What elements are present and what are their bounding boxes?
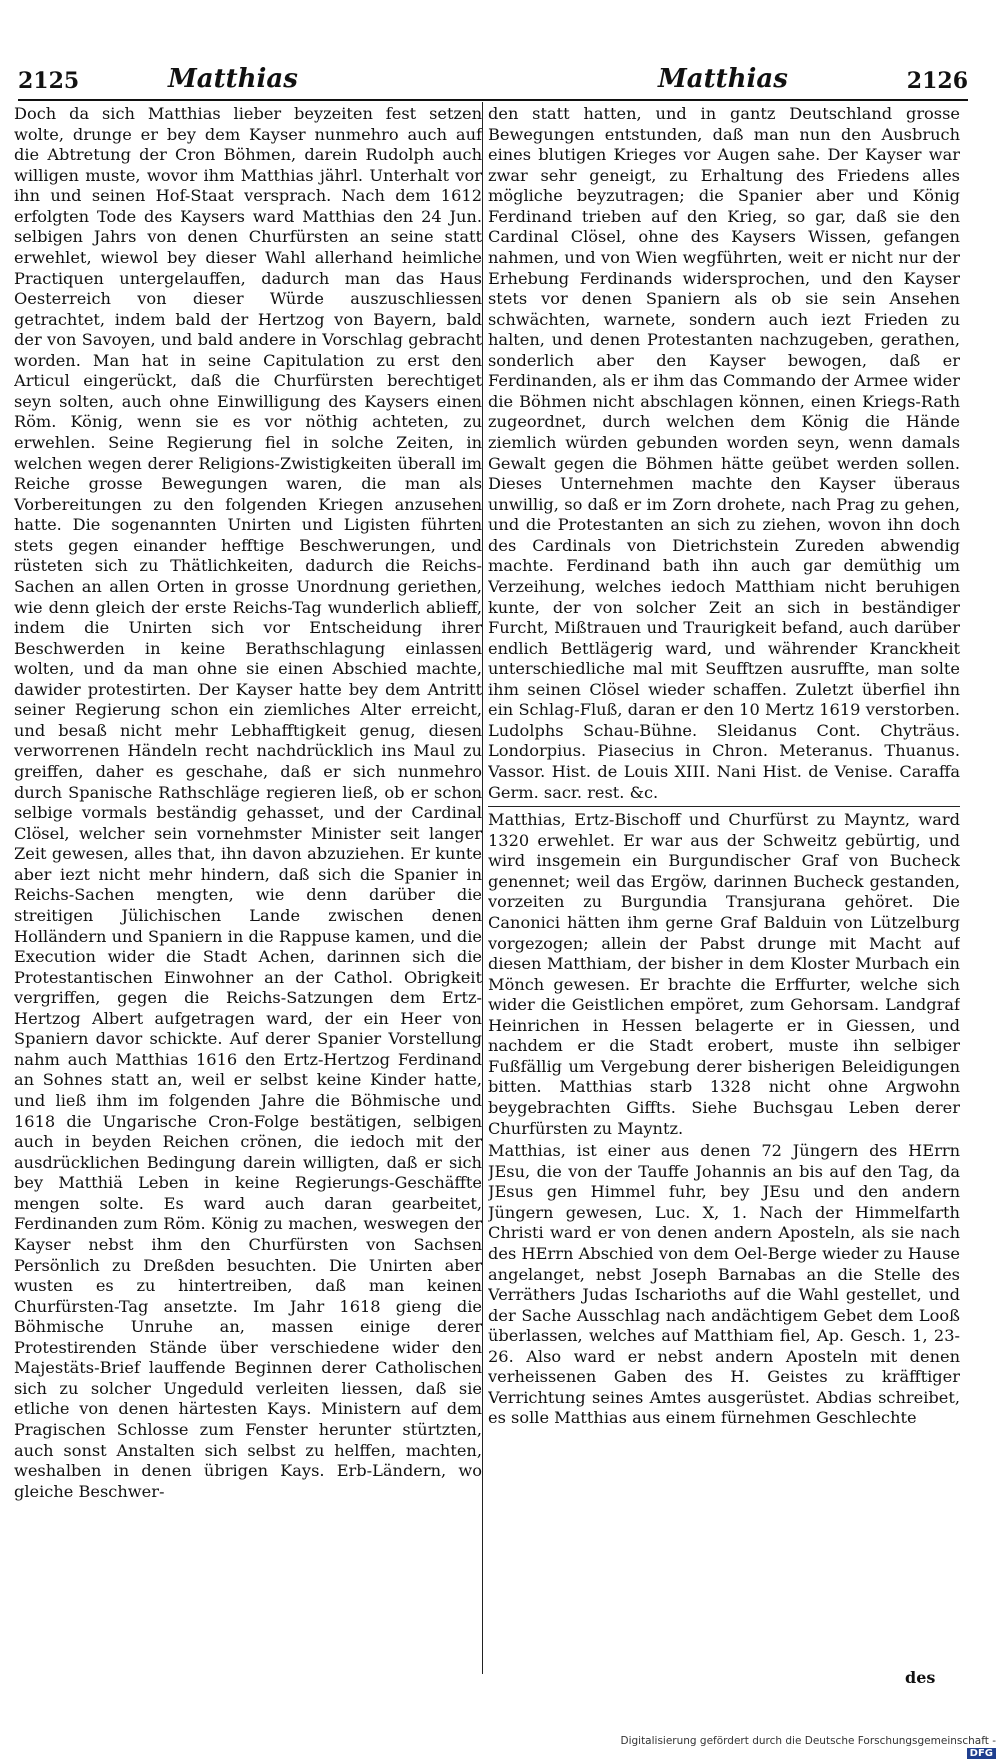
right-paragraph-apostle: Matthias, ist einer aus denen 72 Jüngern des HErrn JEsu, die von der Tauffe Johannis an bis auf den Tag, da JEsus gen Himmel fuhr, bey JEsu und den andern Jüngern gewesen, Luc. X, 1. Nach der Himmelfarth Christi ward er von denen andern Aposteln, als sie nach des HErrn Abschied von dem Oel-Berge wieder zu Hause angelanget, nebst Joseph Barnabas an die Stelle des Verräthers Judas Ischarioths auf die Wahl gestellet, und der Sache Ausschlag nach andächtigem Gebet dem Looß überlassen, welches auf Matthiam fiel, Ap. Gesch. 1, 23-26. Also ward er nebst andern Aposteln mit denen verheissenen Gaben des H. Geistes zu kräfftiger Verrichtung seines Amtes ausgerüstet. Abdias schreibet, es solle Matthias aus einem fürnehmen Geschlechte bbox=[488, 1141, 960, 1428]
right-paragraph-archbishop: Matthias, Ertz-Bischoff und Churfürst zu Mayntz, ward 1320 erwehlet. Er war aus der Schweitz gebürtig, und wird insgemein ein Burgundischer Graf von Bucheck genennet; weil das Ergöw, darinnen Bucheck gestanden, vorzeiten zu Burgundia Transjurana gehöret. Die Canonici hätten ihm gerne Graf Balduin von Lützelburg vorgezogen; allein der Pabst drunge mit Macht auf diesen Matthiam, der bisher in dem Kloster Murbach ein Mönch gewesen. Er brachte die Erffurter, welche sich wider die Geistlichen empöret, zum Gehorsam. Landgraf Heinrichen in Hessen belagerte er in Giessen, und nachdem er die Stadt erobert, muste ihn selbiger Fußfällig um Vergebung derer bisherigen Beleidigungen bitten. Matthias starb 1328 nicht ohne Argwohn beygebrachten Giffts. Siehe Buchsgau Leben derer Churfürsten zu Mayntz. bbox=[488, 810, 960, 1138]
page-header bbox=[18, 60, 968, 96]
catchword: des bbox=[905, 1668, 936, 1687]
right-paragraph-emperor-end: den statt hatten, und in gantz Deutschland grosse Bewegungen entstunden, daß man nun den Ausbruch eines blutigen Krieges vor Augen sahe. Der Kayser war zwar sehr geneigt, zu Erhaltung des Friedens alles mögliche beyzutragen; die Spanier aber und König Ferdinand trieben auf den Krieg, so gar, daß sie den Cardinal Clösel, ohne des Kaysers Wissen, gefangen nahmen, und von Wien wegführten, weit er nicht nur der Erhebung Ferdinands widersprochen, und den Kayser stets vor denen Spaniern als ob sie sein Ansehen schwächten, warnete, sondern auch iezt Frieden zu halten, und denen Protestanten nachzugeben, gerathen, sonderlich aber den Kayser bewogen, daß er Ferdinanden, als er ihm das Commando der Armee wider die Böhmen nicht abschlagen können, einen Kriegs-Rath zugeordnet, durch welchen dem König die Hände ziemlich würden gebunden worden seyn, wenn damals Gewalt gegen die Böhmen hätte geübet werden sollen. Dieses Unternehmen machte den Kayser überaus unwillig, so daß er im Zorn drohete, nach Prag zu gehen, und die Protestanten an sich zu ziehen, wovon ihn doch des Cardinals von Dietrichstein Zureden abwendig machte. Ferdinand bath ihn auch gar demüthig um Verzeihung, welches iedoch Matthiam nicht beruhigen kunte, der von solcher Zeit an sich in beständiger Furcht, Mißtrauen und Traurigkeit befand, auch darüber endlich Bettlägerig ward, und währender Kranckheit unterschiedliche mal mit Seufftzen ausruffte, man solte ihm seinen Clösel wieder schaffen. Zuletzt überfiel ihn ein Schlag-Fluß, daran er den 10 Mertz 1619 verstorben. Ludolphs Schau-Bühne. Sleidanus Cont. Chyträus. Londorpius. Piasecius in Chron. Meteranus. Thuanus. Vassor. Hist. de Louis XIII. Nani Hist. de Venise. Caraffa Germ. sacr. rest. &c. bbox=[488, 104, 960, 802]
right-column bbox=[488, 104, 960, 1664]
header-rule bbox=[18, 99, 968, 101]
dfg-logo: DFG bbox=[967, 1748, 996, 1759]
page-number-left: 2125 bbox=[18, 68, 80, 94]
running-title-left: Matthias bbox=[168, 64, 298, 94]
footer-text: Digitalisierung gefördert durch die Deutsche Forschungsgemeinschaft - bbox=[620, 1735, 996, 1747]
left-paragraph: Doch da sich Matthias lieber beyzeiten fest setzen wolte, drunge er bey dem Kayser nunmehro auch auf die Abtretung der Cron Böhmen, darein Rudolph auch willigen muste, wovor ihm Matthias jährl. Unterhalt vor ihn und seinen Hof-Staat versprach. Nach dem 1612 erfolgten Tode des Kaysers ward Matthias den 24 Jun. selbigen Jahrs von denen Churfürsten an seine statt erwehlet, wiewol bey dieser Wahl allerhand heimliche Practiquen untergelauffen, dadurch man das Haus Oesterreich von dieser Würde auszuschliessen getrachtet, indem bald der Hertzog von Bayern, bald der von Savoyen, und bald andere in Vorschlag gebracht worden. Man hat in seine Capitulation zu erst den Articul eingerückt, daß die Churfürsten berechtiget seyn solten, auch ohne Einwilligung des Kaysers einen Röm. König, wenn sie es vor nöthig achteten, zu erwehlen. Seine Regierung fiel in solche Zeiten, in welchen wegen derer Religions-Zwistigkeiten überall im Reiche grosse Bewegungen waren, die man als Vorbereitungen zu den folgenden Kriegen anzusehen hatte. Die sogenannten Unirten und Ligisten führten stets gegen einander hefftige Beschwerungen, und rüsteten sich zu Thätlichkeiten, dadurch die Reichs-Sachen an allen Orten in grosse Unordnung geriethen, wie denn gleich der erste Reichs-Tag wunderlich ablieff, indem die Unirten sich vor Entscheidung ihrer Beschwerden in keine Berathschlagung einlassen wolten, und da man ohne sie einen Abschied machte, dawider protestirten. Der Kayser hatte bey dem Antritt seiner Regierung schon ein ziemliches Alter erreicht, und besaß nicht mehr Lebhafftigkeit genug, diesen verworrenen Händeln recht nachdrücklich ins Maul zu greiffen, daher es geschahe, daß er sich nunmehro durch Spanische Rathschläge regieren ließ, ob er schon selbige vormals beständig gehasset, und der Cardinal Clösel, welcher sein vornehmster Minister seit langer Zeit gewesen, alles that, ihn davon abzuziehen. Er kunte aber iezt nicht mehr hindern, daß sich die Spanier in Reichs-Sachen mengten, wie denn darüber die streitigen Jülichischen Lande zwischen denen Holländern und Spaniern in die Rappuse kamen, und die Execution wider die Stadt Achen, darinnen sich die Protestantischen Einwohner an der Cathol. Obrigkeit vergriffen, gegen die Reichs-Satzungen dem Ertz-Hertzog Albert aufgetragen ward, der ein Heer von Spaniern davor schickte. Auf derer Spanier Vorstellung nahm auch Matthias 1616 den Ertz-Hertzog Ferdinand an Sohnes statt an, weil er selbst keine Kinder hatte, und ließ ihm im folgenden Jahre die Böhmische und 1618 die Ungarische Cron-Folge bestätigen, selbigen auch in beyden Reichen crönen, die iedoch mit der ausdrücklichen Bedingung darein willigten, daß er sich bey Matthiä Leben in keine Regierungs-Geschäffte mengen solte. Es ward auch daran gearbeitet, Ferdinanden zum Röm. König zu machen, weswegen der Kayser nebst ihm den Churfürsten von Sachsen Persönlich zu Dreßden besuchten. Die Unirten aber wusten es zu hintertreiben, daß man keinen Churfürsten-Tag ansetzte. Im Jahr 1618 gieng die Böhmische Unruhe an, massen einige derer Protestirenden Stände über verschiedene wider den Majestäts-Brief lauffende Beginnen derer Catholischen sich zu solcher Ungeduld verleiten liessen, daß sie etliche von denen härtesten Kays. Ministern auf dem Pragischen Schlosse zum Fenster herunter stürtzten, auch sonst Anstalten sich selbst zu helffen, machten, weshalben in denen übrigen Kays. Erb-Ländern, wo gleiche Beschwer- bbox=[14, 104, 482, 1501]
column-divider bbox=[482, 102, 483, 1674]
entry-separator bbox=[488, 806, 960, 807]
digitization-footer bbox=[600, 1735, 996, 1759]
running-title-right: Matthias bbox=[658, 64, 788, 94]
left-column bbox=[14, 104, 482, 1664]
page-number-right: 2126 bbox=[906, 68, 968, 94]
